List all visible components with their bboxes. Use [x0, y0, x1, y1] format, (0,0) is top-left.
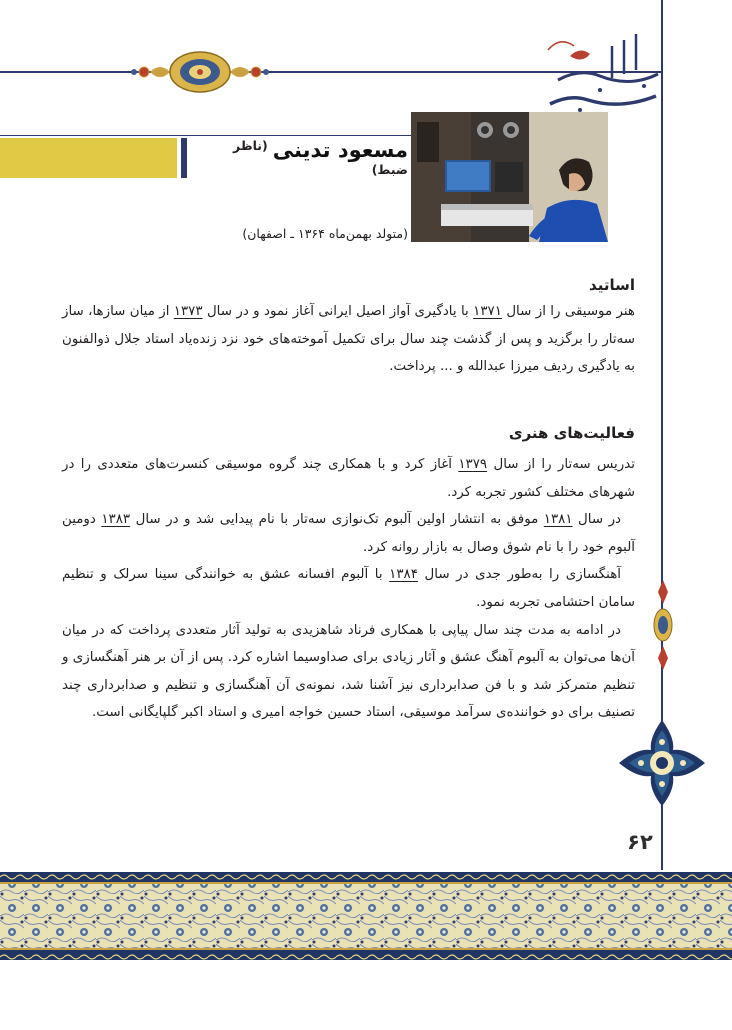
activities-paragraph-4: در ادامه به مدت چند سال پیاپی با همکاری فرناد شاهزیدی به تولید آثار متعددی پرداخت که در میان آن‌ها می‌توان به آلبوم آهنگ عشق و آثار زیادی برای صداوسیما اشاره کرد. پس از آن بر هنر آهنگسازی و تنظیم متمرکز شد و با فن صدابرداری نیز آشنا شد، نمونه‌ی آن آهنگسازی و تنظیم و صدابرداری چند تصنیف برای دو خواننده‌ی سرآمد موسیقی، استاد حسین خواجه امیری و استاد اکبر گلپایگانی است. [62, 622, 635, 721]
decorative-border [0, 872, 732, 960]
person-role: (ناظر ضبط) [233, 138, 408, 177]
birth-info: (متولد بهمن‌ماه ۱۳۶۴ ـ اصفهان) [242, 226, 408, 241]
section-rule [0, 135, 435, 136]
page-number: ۶۲ [627, 830, 653, 854]
year: ۱۳۸۴ [389, 567, 418, 583]
margin-ornament [652, 580, 674, 670]
series-logo [540, 18, 662, 118]
year: ۱۳۷۹ [458, 457, 488, 472]
year: ۱۳۷۱ [473, 304, 502, 319]
header-ornament [126, 48, 274, 96]
teachers-body [62, 298, 635, 381]
activities-body [62, 451, 635, 727]
activities-paragraph-2: در سال ۱۳۸۱ موفق به انتشار اولین آلبوم تک‌نوازی سه‌تار با نام پیدایی شد و در سال ۱۳۸۳ دومین آلبوم خود را با نام شوق وصال به بازار روانه کرد. [62, 512, 635, 555]
activities-paragraph-3: آهنگسازی را به‌طور جدی در سال ۱۳۸۴ با آلبوم افسانه عشق به خوانندگی سینا سرلک و تنظیم سامان احتشامی تجربه نمود. [62, 567, 635, 610]
year: ۱۳۸۳ [101, 512, 131, 528]
activities-paragraph-1: تدریس سه‌تار را از سال ۱۳۷۹ آغاز کرد و با همکاری چند گروه موسیقی کنسرت‌های متعددی را در شهرهای مختلف کشور تجربه کرد. [62, 457, 635, 500]
profile-heading [190, 138, 408, 180]
year: ۱۳۸۱ [543, 512, 573, 528]
year: ۱۳۷۳ [173, 304, 203, 319]
title-accent-bar [0, 138, 177, 178]
title-accent-stripe [181, 138, 187, 178]
person-name: مسعود تدینی [272, 138, 408, 162]
activities-heading: فعالیت‌های هنری [508, 424, 635, 442]
studio-photo [411, 112, 608, 242]
teachers-paragraph: هنر موسیقی را از سال ۱۳۷۱ با یادگیری آواز اصیل ایرانی آغاز نمود و در سال ۱۳۷۳ از میان سازها، ساز سه‌تار را برگزید و پس از گذشت چند سال برای تکمیل آموخته‌های خود نزد زنده‌یاد استاد جلال ذوالفنون به یادگیری ردیف میرزا عبدالله و ... پرداخت. [62, 304, 635, 375]
rosette-ornament [619, 720, 705, 806]
teachers-heading: اساتید [589, 276, 635, 294]
